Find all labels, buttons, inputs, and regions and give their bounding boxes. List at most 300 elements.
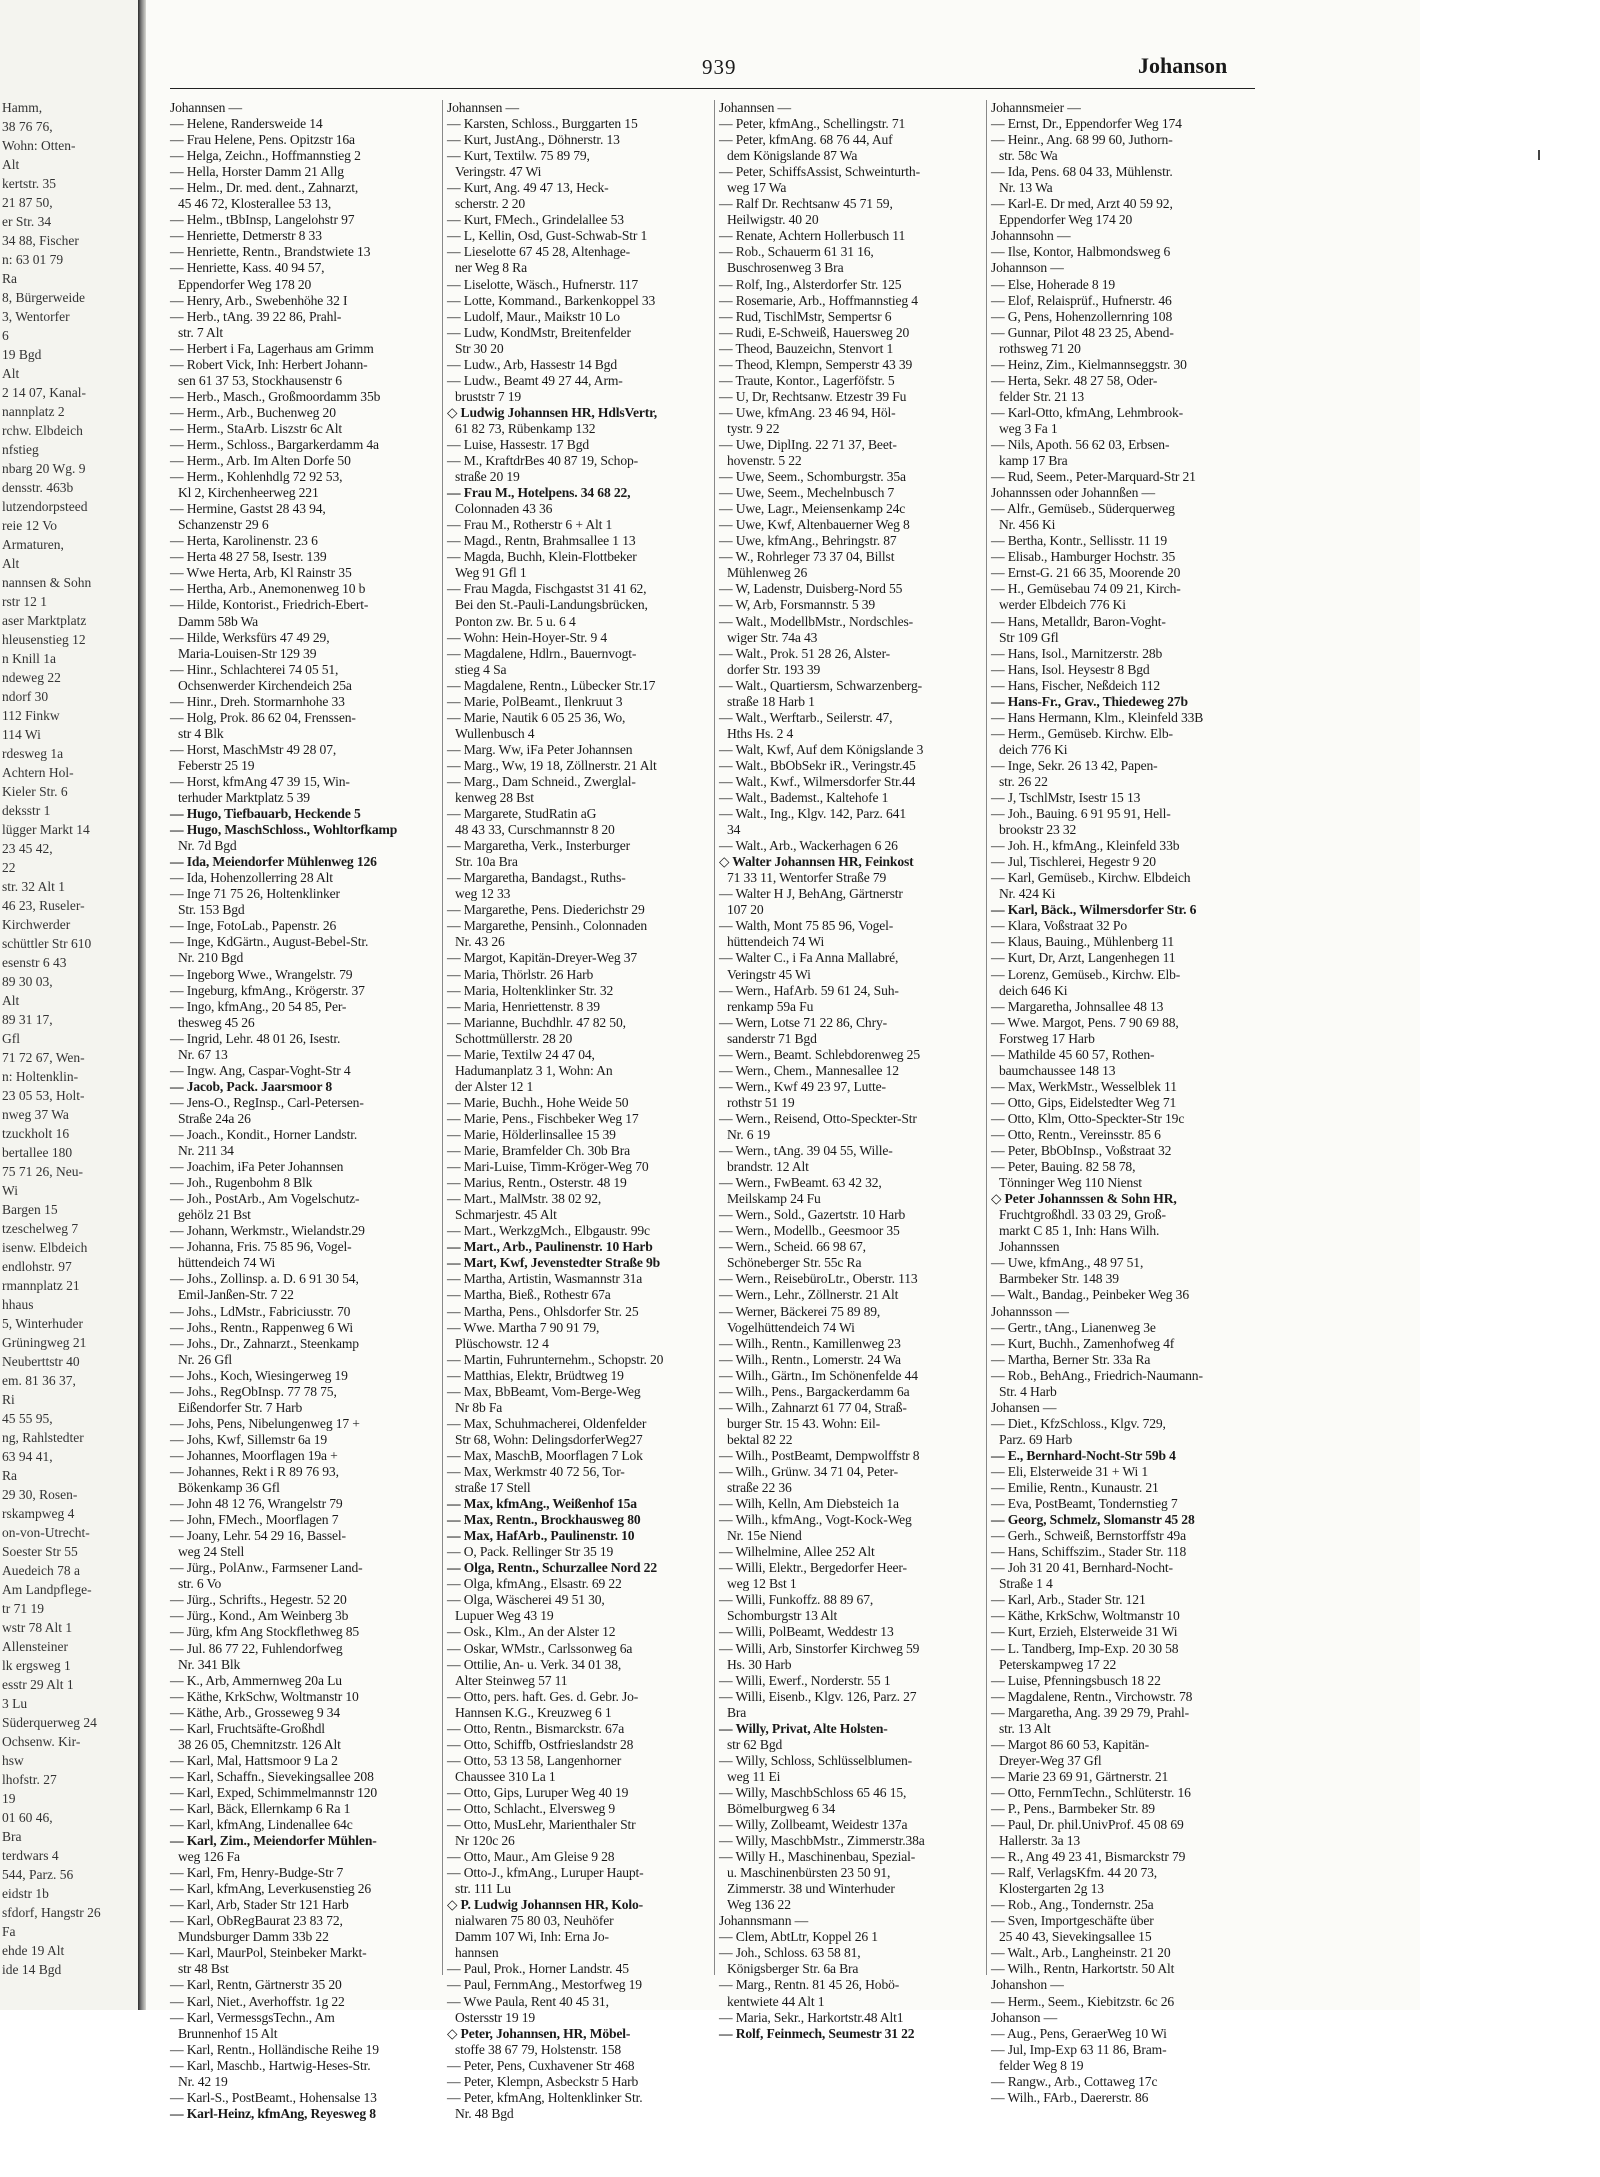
directory-entry: — Helm., Dr. med. dent., Zahnarzt, [170, 180, 359, 196]
directory-entry: — Otto, Gips, Eidelstedter Weg 71 [991, 1094, 1177, 1110]
strip-line: Soester Str 55 [2, 1544, 78, 1559]
directory-entry: str 48 Bst [178, 1961, 229, 1977]
running-head: Johanson [1138, 53, 1228, 78]
directory-entry: — Wern., HafArb. 59 61 24, Suh- [719, 982, 899, 998]
strip-line: str. 32 Alt 1 [2, 879, 66, 894]
directory-entry: — John 48 12 76, Wrangelstr 79 [170, 1496, 343, 1512]
directory-entry: — M., KraftdrBes 40 87 19, Schop- [447, 453, 639, 469]
directory-entry: Weg 136 22 [727, 1897, 791, 1913]
strip-line: hsw [2, 1753, 24, 1768]
directory-entry: — Luise, Pfenningsbusch 18 22 [991, 1672, 1161, 1688]
strip-line: isenw. Elbdeich [2, 1240, 88, 1255]
directory-entry: — Theod, Bauzeichn, Stenvort 1 [719, 340, 894, 356]
directory-entry: — Herm., Seem., Kiebitzstr. 6c 26 [991, 1993, 1175, 2009]
directory-entry: — Wern., tAng. 39 04 55, Wille- [719, 1143, 893, 1159]
directory-entry: Nr. 43 26 [455, 934, 505, 950]
directory-entry: — Ernst-G. 21 66 35, Moorende 20 [991, 565, 1181, 581]
surname-heading: Johansen — [991, 1399, 1057, 1415]
directory-entry: Lupuer Weg 43 19 [455, 1608, 554, 1624]
directory-entry: — Martha, Pens., Ohlsdorfer Str. 25 [447, 1303, 639, 1319]
directory-entry: — Willy, Zollbeamt, Weidestr 137a [719, 1817, 908, 1833]
directory-entry: weg 12 33 [455, 886, 511, 902]
strip-line: n Knill 1a [2, 651, 56, 666]
directory-entry: Nr. 210 Bgd [178, 950, 244, 966]
directory-entry: deich 776 Ki [999, 741, 1068, 757]
directory-entry: — Clem, AbtLtr, Koppel 26 1 [719, 1929, 878, 1945]
header-rule [170, 88, 1255, 89]
directory-entry: str. 58c Wa [999, 148, 1058, 164]
directory-entry: — Robert Vick, Inh: Herbert Johann- [170, 356, 368, 372]
directory-entry: — Walt, Kwf, Auf dem Königslande 3 [719, 741, 924, 757]
directory-entry: — Mart., Arb., Paulinenstr. 10 Harb [447, 1239, 653, 1255]
directory-entry: — Karl, Mal, Hattsmoor 9 La 2 [170, 1752, 338, 1768]
strip-line: Achtern Hol- [2, 765, 74, 780]
directory-entry: Straße 24a 26 [178, 1110, 251, 1126]
directory-entry: — Peter, Klempn, Asbeckstr 5 Harb [447, 2073, 639, 2089]
directory-entry: Peterskampweg 17 22 [999, 1656, 1117, 1672]
strip-line: Allensteiner [2, 1639, 68, 1654]
directory-entry: — Maria, Sekr., Harkortstr.48 Alt1 [719, 2009, 904, 2025]
strip-line: nannplatz 2 [2, 404, 65, 419]
directory-entry: straße 18 Harb 1 [727, 693, 815, 709]
strip-line: 89 31 17, [2, 1012, 53, 1027]
directory-entry: — Rangw., Arb., Cottaweg 17c [991, 2073, 1158, 2089]
directory-entry: — Hans Hermann, Klm., Kleinfeld 33B [991, 709, 1204, 725]
directory-entry: — Ida, Hohenzollerring 28 Alt [170, 870, 333, 886]
directory-entry: — Ernst, Dr., Eppendorfer Weg 174 [991, 116, 1182, 132]
strip-line: 3, Wentorfer [2, 309, 70, 324]
directory-entry: — Wohn: Hein-Hoyer-Str. 9 4 [447, 629, 608, 645]
strip-line: Wi [2, 1183, 18, 1198]
strip-line: Kirchwerder [2, 917, 71, 932]
directory-entry: Nr. 456 Ki [999, 517, 1056, 533]
strip-line: Alt [2, 993, 20, 1008]
directory-entry: Str 109 Gfl [999, 629, 1059, 645]
directory-entry: — Wilh., Gärtn., Im Schönenfelde 44 [719, 1367, 918, 1383]
strip-line: Auedeich 78 a [2, 1563, 80, 1578]
directory-entry: 107 20 [727, 902, 764, 918]
strip-line: nannsen & Sohn [2, 575, 92, 590]
directory-entry: — Karl, Arb., Stader Str. 121 [991, 1592, 1146, 1608]
directory-entry: — Olga, Wäscherei 49 51 30, [447, 1592, 605, 1608]
directory-entry: — Uwe, kfmAng., 48 97 51, [991, 1255, 1144, 1271]
directory-entry: — Diet., KfzSchloss., Klgv. 729, [991, 1415, 1166, 1431]
directory-entry: str. 7 Alt [178, 324, 223, 340]
directory-entry: — Hans, Fischer, Neßdeich 112 [991, 677, 1161, 693]
directory-entry: — Karl, Rentn, Gärtnerstr 35 20 [170, 1977, 342, 1993]
directory-entry: — Max, WerkMstr., Wesselblek 11 [991, 1078, 1177, 1094]
directory-entry: — Karl, ObRegBaurat 23 83 72, [170, 1913, 343, 1929]
directory-entry: — Willi, Ewerf., Norderstr. 55 1 [719, 1672, 891, 1688]
directory-entry: — Max, Rentn., Brockhausweg 80 [447, 1512, 641, 1528]
strip-line: Ra [2, 1468, 17, 1483]
directory-entry: dorfer Str. 193 39 [727, 661, 821, 677]
strip-line: ng, Rahlstedter [2, 1430, 84, 1445]
directory-entry: — Heinr., Ang. 68 99 60, Juthorn- [991, 132, 1173, 148]
directory-entry: Wullenbusch 4 [455, 725, 535, 741]
directory-entry: scherstr. 2 20 [455, 196, 526, 212]
strip-line: tzuckholt 16 [2, 1126, 70, 1141]
directory-entry: — Matthias, Elektr, Brüdtweg 19 [447, 1367, 624, 1383]
directory-entry: — Uwe, kfmAng. 23 46 94, Höl- [719, 404, 896, 420]
directory-entry: — Walt., Kwf., Wilmersdorfer Str.44 [719, 773, 916, 789]
directory-entry: — Wilh., Rentn, Harkortstr. 50 Alt [991, 1961, 1175, 1977]
directory-entry: — Inge, Sekr. 26 13 42, Papen- [991, 757, 1158, 773]
strip-line: rchw. Elbdeich [2, 423, 83, 438]
strip-line: 75 71 26, Neu- [2, 1164, 83, 1179]
directory-entry: — Rolf, Feinmech, Seumestr 31 22 [719, 2025, 915, 2041]
strip-line: lhofstr. 27 [2, 1772, 57, 1787]
strip-line: deksstr 1 [2, 803, 51, 818]
strip-line: 544, Parz. 56 [2, 1867, 74, 1882]
directory-entry: — Henriette, Rentn., Brandstwiete 13 [170, 244, 371, 260]
strip-line: rdesweg 1a [2, 746, 64, 761]
directory-entry: — Mari-Luise, Timm-Kröger-Weg 70 [447, 1159, 649, 1175]
directory-entry: — Wern., FwBeamt. 63 42 32, [719, 1175, 882, 1191]
directory-entry: — Peter, BbObInsp., Voßstraat 32 [991, 1143, 1172, 1159]
directory-entry: Veringstr. 47 Wi [455, 164, 542, 180]
directory-entry: — Magd., Rentn, Brahmsallee 1 13 [447, 533, 636, 549]
directory-entry: Schöneberger Str. 55c Ra [727, 1255, 862, 1271]
directory-entry: — Helm., tBbInsp, Langelohstr 97 [170, 212, 355, 228]
strip-line: Alt [2, 157, 20, 172]
directory-entry: renkamp 59a Fu [727, 998, 814, 1014]
directory-entry: ◇ P. Ludwig Johannsen HR, Kolo- [447, 1897, 644, 1913]
directory-entry: deich 646 Ki [999, 982, 1068, 998]
directory-entry: — Karl, Zim., Meiendorfer Mühlen- [170, 1833, 377, 1849]
directory-entry: — Osk., Klm., An der Alster 12 [447, 1624, 616, 1640]
directory-entry: — Karl, kfmAng, Leverkusenstieg 26 [170, 1881, 372, 1897]
page-number: 939 [702, 55, 737, 79]
directory-entry: — Ida, Pens. 68 04 33, Mühlenstr. [991, 164, 1173, 180]
directory-entry: — Hilde, Werksfürs 47 49 29, [170, 629, 330, 645]
directory-entry: — Margaretha, Verk., Insterburger [447, 838, 631, 854]
strip-line: Wohn: Otten- [2, 138, 76, 153]
directory-entry: — Martin, Fuhrunternehm., Schopstr. 20 [447, 1351, 664, 1367]
directory-entry: — Joh., Rugenbohm 8 Blk [170, 1175, 313, 1191]
directory-entry: — Wern., Modellb., Geesmoor 35 [719, 1223, 900, 1239]
strip-line: Alt [2, 366, 20, 381]
directory-entry: — Otto, Schiffb, Ostfrieslandstr 28 [447, 1736, 634, 1752]
directory-entry: Str. 10a Bra [455, 854, 518, 870]
directory-entry: — Herbert i Fa, Lagerhaus am Grimm [170, 340, 374, 356]
directory-entry: — John, FMech., Moorflagen 7 [170, 1512, 339, 1528]
directory-entry: Alter Steinweg 57 11 [455, 1672, 568, 1688]
directory-entry: ◇ Peter Johannssen & Sohn HR, [991, 1191, 1177, 1207]
directory-entry: brookstr 23 32 [999, 822, 1077, 838]
directory-entry: — R., Ang 49 23 41, Bismarckstr 79 [991, 1849, 1186, 1865]
directory-entry: kentwiete 44 Alt 1 [727, 1993, 825, 2009]
directory-entry: Nr 120c 26 [455, 1833, 515, 1849]
directory-entry: — Inge 71 75 26, Holtenklinker [170, 886, 340, 902]
strip-line: Gfl [2, 1031, 20, 1046]
strip-line: 2 14 07, Kanal- [2, 385, 86, 400]
strip-line: er Str. 34 [2, 214, 52, 229]
directory-entry: — Marie 23 69 91, Gärtnerstr. 21 [991, 1768, 1169, 1784]
surname-heading: Johannssen oder Johannßen — [991, 485, 1155, 501]
strip-line: 23 05 53, Holt- [2, 1088, 85, 1103]
directory-entry: — Walt., Bademst., Kaltehofe 1 [719, 790, 889, 806]
directory-entry: — Kurt, JustAng., Döhnerstr. 13 [447, 132, 620, 148]
directory-entry: — Walt., Arb., Wackerhagen 6 26 [719, 838, 898, 854]
directory-entry: — Aug., Pens, GeraerWeg 10 Wi [991, 2025, 1167, 2041]
directory-entry: u. Maschinenbürsten 23 50 91, [727, 1865, 891, 1881]
directory-entry: — Kurt, Dr, Arzt, Langenhegen 11 [991, 950, 1176, 966]
directory-entry: — Max, Schuhmacherei, Oldenfelder [447, 1415, 647, 1431]
directory-entry: — Margarethe, Pensinh., Colonnaden [447, 918, 648, 934]
strip-line: densstr. 463b [2, 480, 74, 495]
directory-entry: rothstr 51 19 [727, 1094, 795, 1110]
strip-line: 3 Lu [2, 1696, 28, 1711]
directory-entry: — Marie, Nautik 6 05 25 36, Wo, [447, 709, 626, 725]
directory-entry: — Otto-J., kfmAng., Luruper Haupt- [447, 1865, 644, 1881]
directory-entry: — Johannes, Moorflagen 19a + [170, 1447, 338, 1463]
strip-line: Armaturen, [2, 537, 64, 552]
directory-entry: — Karl-Heinz, kfmAng, Reyesweg 8 [170, 2105, 376, 2121]
directory-entry: — Wilh., Grünw. 34 71 04, Peter- [719, 1463, 899, 1479]
strip-line: 89 30 03, [2, 974, 53, 989]
strip-line: tr 71 19 [2, 1601, 44, 1616]
strip-line: Fa [2, 1924, 16, 1939]
directory-entry: Maria-Louisen-Str 129 39 [178, 645, 317, 661]
directory-entry: — Ida, Meiendorfer Mühlenweg 126 [170, 854, 377, 870]
strip-line: endlohstr. 97 [2, 1259, 72, 1274]
directory-entry: Parz. 69 Harb [999, 1431, 1073, 1447]
directory-entry: — Wern., Sold., Gazertstr. 10 Harb [719, 1207, 906, 1223]
directory-entry: — Paul, FernmAng., Mestorfweg 19 [447, 1977, 642, 1993]
directory-entry: — Henry, Arb., Swebenhöhe 32 I [170, 292, 348, 308]
directory-entry: — Johs., LdMstr., Fabriciusstr. 70 [170, 1303, 351, 1319]
directory-entry: — Herta, Sekr. 48 27 58, Oder- [991, 372, 1158, 388]
directory-entry: — Helga, Zeichn., Hoffmannstieg 2 [170, 148, 361, 164]
directory-entry: — Johs., Koch, Wiesingerweg 19 [170, 1367, 348, 1383]
directory-entry: — Marie, Hölderlinsallee 15 39 [447, 1127, 616, 1142]
strip-line: nweg 37 Wa [2, 1107, 69, 1122]
directory-entry: — Peter, SchiffsAssist, Schweinturth- [719, 164, 920, 180]
directory-entry: Bei den St.-Pauli-Landungsbrücken, [455, 597, 648, 613]
directory-entry: str. 26 22 [999, 773, 1048, 789]
directory-entry: — Liselotte, Wäsch., Hufnerstr. 117 [447, 276, 639, 292]
directory-entry: — Herm., Kohlenhdlg 72 92 53, [170, 469, 343, 485]
surname-heading: Johannsson — [991, 1303, 1069, 1319]
directory-entry: — Marg., Rentn. 81 45 26, Hobö- [719, 1977, 900, 1993]
directory-entry: Nr. 424 Ki [999, 886, 1056, 902]
directory-entry: — Frau M., Rotherstr 6 + Alt 1 [447, 517, 613, 533]
directory-entry: — Frau M., Hotelpens. 34 68 22, [447, 485, 631, 501]
directory-entry: — Theod, Klempn, Semperstr 43 39 [719, 356, 913, 372]
directory-entry: Damm 107 Wi, Inh: Erna Jo- [455, 1929, 609, 1945]
directory-entry: — Hertha, Arb., Anemonenweg 10 b [170, 581, 366, 597]
directory-entry: — Ingrid, Lehr. 48 01 26, Isestr. [170, 1030, 341, 1046]
strip-line: rmannplatz 21 [2, 1278, 80, 1293]
directory-entry: — Otto, FernmTechn., Schlüterstr. 16 [991, 1784, 1191, 1800]
strip-line: Ochsenw. Kir- [2, 1734, 81, 1749]
directory-entry: — Willy H., Maschinenbau, Spezial- [719, 1849, 916, 1865]
directory-entry: — Marie, Pens., Fischbeker Weg 17 [447, 1110, 639, 1126]
directory-entry: — Rolf, Ing., Alsterdorfer Str. 125 [719, 276, 902, 292]
strip-line: Am Landpflege- [2, 1582, 92, 1597]
directory-entry: Tönninger Weg 110 Nienst [999, 1175, 1142, 1191]
directory-entry: — Mart., WerkzgMch., Elbgaustr. 99c [447, 1223, 650, 1239]
strip-line: 19 Bgd [2, 347, 42, 362]
directory-entry: weg 17 Wa [727, 180, 787, 196]
directory-entry: str. 111 Lu [455, 1881, 511, 1897]
directory-entry: Hs. 30 Harb [727, 1656, 792, 1672]
surname-heading: Johannsen — [447, 100, 519, 115]
directory-entry: — Marie, Buchh., Hohe Weide 50 [447, 1094, 629, 1110]
directory-entry: 25 40 43, Sievekingsallee 15 [999, 1929, 1152, 1945]
directory-entry: — Hans, Metalldr, Baron-Voght- [991, 613, 1166, 629]
directory-entry: — Willi, Arb, Sinstorfer Kirchweg 59 [719, 1640, 920, 1656]
directory-entry: — L. Tandberg, Imp-Exp. 20 30 58 [991, 1640, 1179, 1656]
directory-entry: 61 82 73, Rübenkamp 132 [455, 420, 596, 436]
strip-line: aser Marktplatz [2, 613, 87, 628]
directory-entry: — Ludolf, Maur., Maikstr 10 Lo [447, 308, 620, 324]
directory-entry: — Karl, Fm, Henry-Budge-Str 7 [170, 1865, 344, 1881]
directory-entry: — Else, Hoherade 8 19 [991, 276, 1116, 292]
directory-entry: hovenstr. 5 22 [727, 453, 802, 469]
strip-line: tzeschelweg 7 [2, 1221, 79, 1236]
directory-entry: — Otto, pers. haft. Ges. d. Gebr. Jo- [447, 1688, 639, 1704]
directory-entry: — Wwe Paula, Rent 40 45 31, [447, 1993, 609, 2009]
directory-entry: Mundsburger Damm 33b 22 [178, 1929, 329, 1945]
strip-line: wstr 78 Alt 1 [2, 1620, 73, 1635]
directory-entry: — Joh., Bauing. 6 91 95 91, Hell- [991, 806, 1171, 822]
directory-entry: — Peter, Bauing. 82 58 78, [991, 1159, 1136, 1175]
directory-entry: — Uwe, Lagr., Meiensenkamp 24c [719, 501, 906, 517]
directory-entry: — Marianne, Buchdhlr. 47 82 50, [447, 1014, 626, 1030]
directory-entry: — Karl, VermessgsTechn., Am [170, 2009, 335, 2025]
directory-entry: Schottmüllerstr. 28 20 [455, 1030, 573, 1046]
directory-entry: Str. 4 Harb [999, 1383, 1057, 1399]
directory-entry: — Johs., Zollinsp. a. D. 6 91 30 54, [170, 1271, 359, 1287]
strip-line: 71 72 67, Wen- [2, 1050, 85, 1065]
directory-entry: — Otto, Rentn., Bismarckstr. 67a [447, 1720, 625, 1736]
directory-entry: tystr. 9 22 [727, 420, 780, 436]
directory-entry: — Wwe Herta, Arb, Kl Rainstr 35 [170, 565, 352, 581]
directory-entry: — Uwe, Seem., Schomburgstr. 35a [719, 469, 906, 485]
directory-entry: — Lorenz, Gemüseb., Kirchw. Elb- [991, 966, 1181, 982]
directory-entry: — Gertr., tAng., Lianenweg 3e [991, 1319, 1156, 1335]
directory-entry: bektal 82 22 [727, 1431, 793, 1447]
directory-entry: — Maria, Holtenklinker Str. 32 [447, 982, 614, 998]
directory-entry: ◇ Ludwig Johannsen HR, HdlsVertr, [447, 404, 657, 420]
strip-line: nbarg 20 Wg. 9 [2, 461, 86, 476]
directory-entry: — Lieselotte 67 45 28, Altenhage- [447, 244, 631, 260]
strip-line: n: Holtenklin- [2, 1069, 79, 1084]
strip-line: Ri [2, 1392, 15, 1407]
directory-entry: — Elof, Relaisprüf., Hufnerstr. 46 [991, 292, 1172, 308]
directory-entry: — Rud, TischlMstr, Sempertsr 6 [719, 308, 892, 324]
directory-entry: — Margarete, StudRatin aG [447, 806, 597, 822]
column-3 [714, 100, 984, 2041]
directory-entry: — Herb., tAng. 39 22 86, Prahl- [170, 308, 342, 324]
strip-line: Kieler Str. 6 [2, 784, 68, 799]
directory-entry: — Sven, Importgeschäfte über [991, 1913, 1154, 1929]
directory-entry: der Alster 12 1 [455, 1078, 534, 1094]
directory-entry: — Rob., Ang., Tondernstr. 25a [991, 1897, 1154, 1913]
directory-entry: — Johs., Rentn., Rappenweg 6 Wi [170, 1319, 353, 1335]
directory-entry: — Holg, Prok. 86 62 04, Frenssen- [170, 709, 356, 725]
directory-entry: — Ludw., Arb, Hassestr 14 Bgd [447, 356, 617, 372]
directory-entry: — Wwe. Martha 7 90 91 79, [447, 1319, 600, 1335]
directory-entry: — Walt., Quartiersm, Schwarzenberg- [719, 677, 923, 693]
directory-entry: — Herm., Gemüseb. Kirchw. Elb- [991, 725, 1173, 741]
directory-entry: — Joany, Lehr. 54 29 16, Bassel- [170, 1528, 346, 1544]
column-4 [986, 100, 1256, 2105]
directory-entry: — Wern, Lotse 71 22 86, Chry- [719, 1014, 887, 1030]
directory-entry: weg 24 Stell [178, 1544, 245, 1560]
directory-entry: — Marie, Bramfelder Ch. 30b Bra [447, 1143, 630, 1159]
directory-entry: — Maria, Thörlstr. 26 Harb [447, 966, 594, 982]
directory-entry: weg 11 Ei [727, 1768, 781, 1784]
directory-entry: — Hella, Horster Damm 21 Allg [170, 164, 344, 180]
strip-line: lügger Markt 14 [2, 822, 90, 837]
directory-entry: Ostersstr 19 19 [455, 2009, 536, 2025]
directory-entry: — Walt., Werftarb., Seilerstr. 47, [719, 709, 893, 725]
strip-line: 34 88, Fischer [2, 233, 79, 248]
directory-entry: — Johannes, Rekt i R 89 76 93, [170, 1463, 339, 1479]
directory-entry: — Rosemarie, Arb., Hoffmannstieg 4 [719, 292, 918, 308]
strip-line: hleusenstieg 12 [2, 632, 86, 647]
directory-entry: — Wern., Kwf 49 23 97, Lutte- [719, 1078, 886, 1094]
directory-entry: — Willi, Elektr., Bergedorfer Heer- [719, 1560, 907, 1576]
strip-line: rskampweg 4 [2, 1506, 75, 1521]
directory-entry: — Martha, Artistin, Wasmannstr 31a [447, 1271, 643, 1287]
directory-entry: — Magdalene, Hdlrn., Bauernvogt- [447, 645, 637, 661]
directory-entry: Weg 91 Gfl 1 [455, 565, 527, 581]
strip-line: n: 63 01 79 [2, 252, 64, 267]
directory-entry: — Otto, MusLehr, Marienthaler Str [447, 1817, 636, 1833]
strip-line: lk ergsweg 1 [2, 1658, 71, 1673]
directory-entry: — Otto, 53 13 58, Langenhorner [447, 1752, 622, 1768]
strip-line: em. 81 36 37, [2, 1373, 76, 1388]
directory-entry: — Johs, Pens, Nibelungenweg 17 + [170, 1415, 360, 1431]
directory-entry: — Herm., Schloss., Bargarkerdamm 4a [170, 436, 379, 452]
directory-entry: — Willi, Eisenb., Klgv. 126, Parz. 27 [719, 1688, 917, 1704]
directory-entry: Barmbeker Str. 148 39 [999, 1271, 1119, 1287]
directory-entry: — Joh. H., kfmAng., Kleinfeld 33b [991, 838, 1180, 854]
directory-entry: — Karsten, Schloss., Burggarten 15 [447, 116, 638, 132]
directory-entry: — K., Arb, Ammernweg 20a Lu [170, 1672, 342, 1688]
directory-entry: — Willy, Privat, Alte Holsten- [719, 1720, 888, 1736]
directory-entry: — Eli, Elsterweide 31 + Wi 1 [991, 1463, 1149, 1479]
directory-entry: Bökenkamp 36 Gfl [178, 1480, 280, 1496]
directory-entry: — Martha, Berner Str. 33a Ra [991, 1351, 1151, 1367]
directory-entry: Nr 8b Fa [455, 1399, 503, 1415]
strip-line: lutzendorpsteed [2, 499, 88, 514]
directory-entry: — Peter, kfmAng, Holtenklinker Str. [447, 2089, 643, 2105]
directory-entry: straße 20 19 [455, 469, 520, 485]
directory-entry: — Johs., RegObInsp. 77 78 75, [170, 1383, 337, 1399]
directory-entry: nialwaren 75 80 03, Neuhöfer [455, 1913, 614, 1929]
directory-entry: — Martha, Bieß., Rothestr 67a [447, 1287, 611, 1303]
directory-entry: ◇ Peter, Johannsen, HR, Möbel- [447, 2025, 631, 2041]
directory-entry: — Mart, Kwf, Jevenstedter Straße 9b [447, 1255, 661, 1271]
strip-line: 29 30, Rosen- [2, 1487, 78, 1502]
directory-entry: kamp 17 Bra [999, 453, 1068, 469]
directory-entry: Nr. 13 Wa [999, 180, 1053, 196]
directory-entry: hannsen [455, 1945, 499, 1961]
directory-entry: Nr. 7d Bgd [178, 838, 237, 854]
directory-entry: Fruchtgroßhdl. 33 03 29, Groß- [999, 1207, 1166, 1223]
directory-entry: terhuder Marktplatz 5 39 [178, 790, 310, 806]
directory-entry: — Walt., Prok. 51 28 26, Alster- [719, 645, 891, 661]
directory-entry: — Rob., BehAng., Friedrich-Naumann- [991, 1367, 1203, 1383]
directory-entry: — G, Pens, Hohenzollernring 108 [991, 308, 1173, 324]
directory-entry: — Wilh., kfmAng., Vogt-Kock-Weg [719, 1512, 912, 1528]
directory-entry: — Käthe, KrkSchw, Woltmanstr 10 [170, 1688, 359, 1704]
